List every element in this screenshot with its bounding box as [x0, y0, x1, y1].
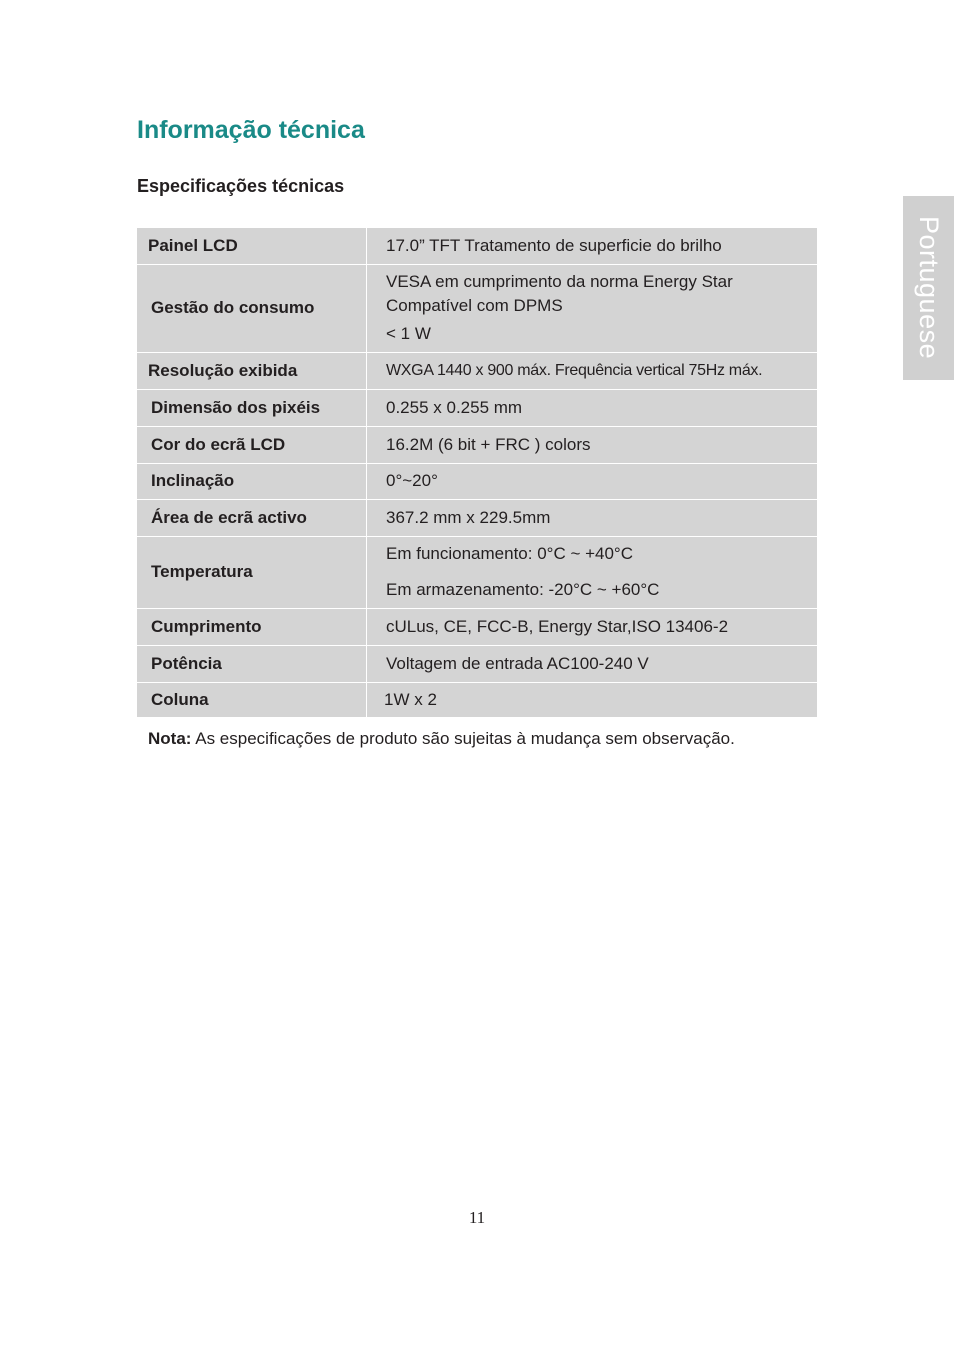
spec-value: Voltagem de entrada AC100-240 V [367, 645, 818, 682]
spec-label: Inclinação [137, 463, 367, 499]
table-row [137, 352, 817, 389]
spec-value-line: Em armazenamento: -20°C ~ +60°C [386, 580, 660, 599]
subsection-title: Especificações técnicas [137, 176, 345, 196]
language-side-tab-label: Portuguese [914, 216, 944, 360]
spec-value: 367.2 mm x 229.5mm [367, 499, 818, 536]
spec-value-line: < 1 W [386, 324, 431, 343]
table-row [137, 645, 817, 682]
table-row [137, 264, 817, 352]
spec-label: Gestão do consumo [137, 264, 367, 352]
spec-label: Dimensão dos pixéis [137, 389, 367, 426]
spec-label: Painel LCD [137, 228, 367, 264]
spec-value-line: Compatível com DPMS [386, 296, 563, 315]
page-number: 11 [468, 1208, 486, 1227]
table-row [137, 536, 817, 608]
section-title: Informação técnica [137, 116, 365, 144]
spec-label: Coluna [137, 682, 367, 717]
spec-value-line: Em funcionamento: 0°C ~ +40°C [386, 544, 634, 563]
spec-value: 0.255 x 0.255 mm [367, 389, 818, 426]
table-row [137, 426, 817, 463]
table-row [137, 608, 817, 645]
table-row [137, 499, 817, 536]
table-row [137, 389, 817, 426]
spec-value: 0°~20° [367, 463, 818, 499]
specifications-table [137, 228, 817, 718]
spec-label: Resolução exibida [137, 352, 367, 389]
spec-label: Potência [137, 645, 367, 682]
footnote-label: Nota: [148, 729, 192, 748]
spec-value: WXGA 1440 x 900 máx. Frequência vertical 75Hz máx. [367, 352, 818, 389]
spec-value: 16.2M (6 bit + FRC ) colors [367, 426, 818, 463]
spec-value-line: VESA em cumprimento da norma Energy Star [386, 272, 733, 291]
spec-label: Área de ecrã activo [137, 499, 367, 536]
table-row [137, 228, 817, 264]
spec-value: 1W x 2 [367, 682, 818, 717]
spec-label: Cumprimento [137, 608, 367, 645]
spec-value: 17.0” TFT Tratamento de superficie do brilho [367, 228, 818, 264]
spec-label: Temperatura [137, 536, 367, 608]
footnote-text: As especificações de produto são sujeitas à mudança sem observação. [191, 729, 735, 748]
table-row [137, 682, 817, 717]
table-row [137, 463, 817, 499]
spec-label: Cor do ecrã LCD [137, 426, 367, 463]
footnote [148, 727, 735, 751]
spec-value: cULus, CE, FCC-B, Energy Star,ISO 13406-2 [367, 608, 818, 645]
spec-value [367, 536, 818, 608]
spec-value [367, 264, 818, 352]
